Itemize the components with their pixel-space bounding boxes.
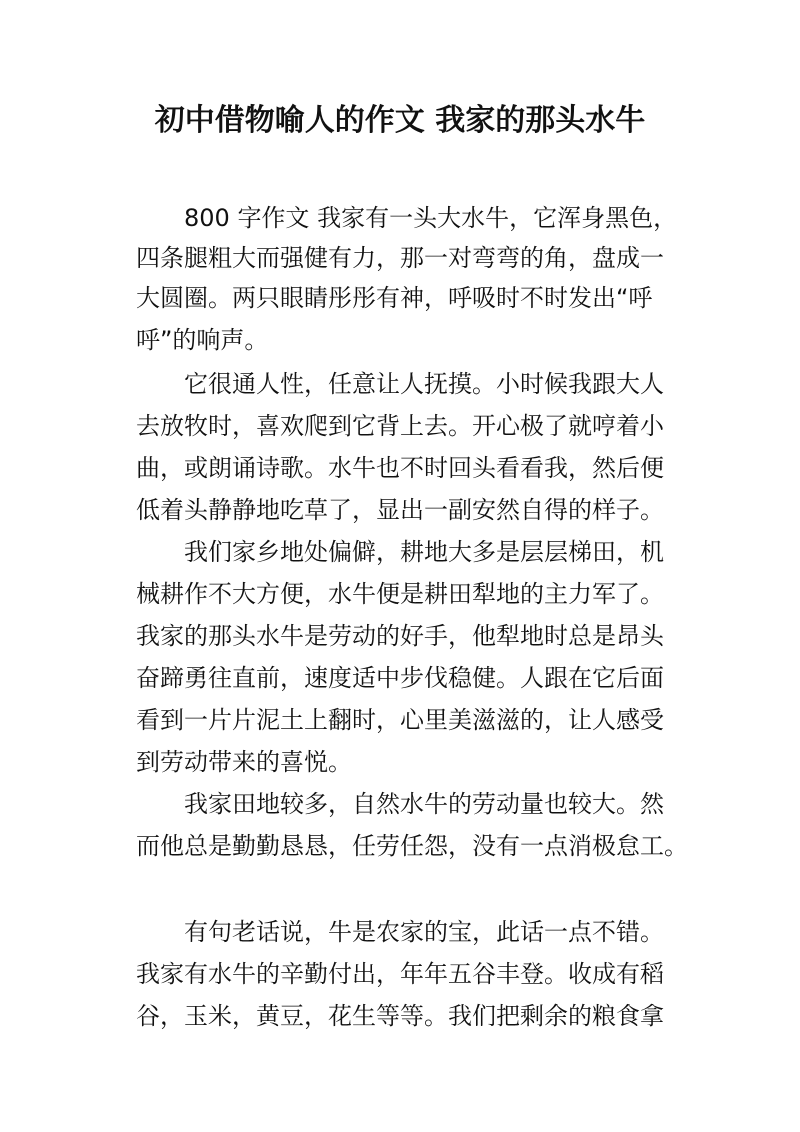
text-line: 我家有水牛的辛勤付出，年年五谷丰登。收成有稻 [136,960,664,988]
text-line: 而他总是勤勤恳恳，任劳任怨，没有一点消极怠工。 [136,832,688,860]
text-line: 谷，玉米，黄豆，花生等等。我们把剩余的粮食拿 [136,1002,664,1030]
text-line: 大圆圈。两只眼睛彤彤有神，呼吸时不时发出“呼 [136,284,653,312]
text-line: 有句老话说，牛是农家的宝，此话一点不错。 [184,918,664,946]
text-line: 奋蹄勇往直前，速度适中步伐稳健。人跟在它后面 [136,664,664,692]
document-title: 初中借物喻人的作文 我家的那头水牛 [154,103,646,138]
text-line: 我家的那头水牛是劳动的好手，他犁地时总是昂头 [136,622,664,650]
text-line: 800 字作文 我家有一头大水牛，它浑身黑色， [184,204,678,232]
text-line: 我们家乡地处偏僻，耕地大多是层层梯田，机 [184,538,664,566]
text-line: 去放牧时，喜欢爬到它背上去。开心极了就哼着小 [136,412,664,440]
text-line: 四条腿粗大而强健有力，那一对弯弯的角，盘成一 [136,244,664,272]
text-line: 我家田地较多，自然水牛的劳动量也较大。然 [184,790,664,818]
text-line: 低着头静静地吃草了，显出一副安然自得的样子。 [136,496,664,524]
text-line: 械耕作不大方便，水牛便是耕田犁地的主力军了。 [136,580,664,608]
text-line: 到劳动带来的喜悦。 [136,748,352,776]
text-line: 曲，或朗诵诗歌。水牛也不时回头看看我，然后便 [136,454,664,482]
text-line: 看到一片片泥土上翻时，心里美滋滋的，让人感受 [136,706,664,734]
text-line: 呼”的响声。 [136,326,269,354]
text-line: 它很通人性，任意让人抚摸。小时候我跟大人 [184,370,664,398]
